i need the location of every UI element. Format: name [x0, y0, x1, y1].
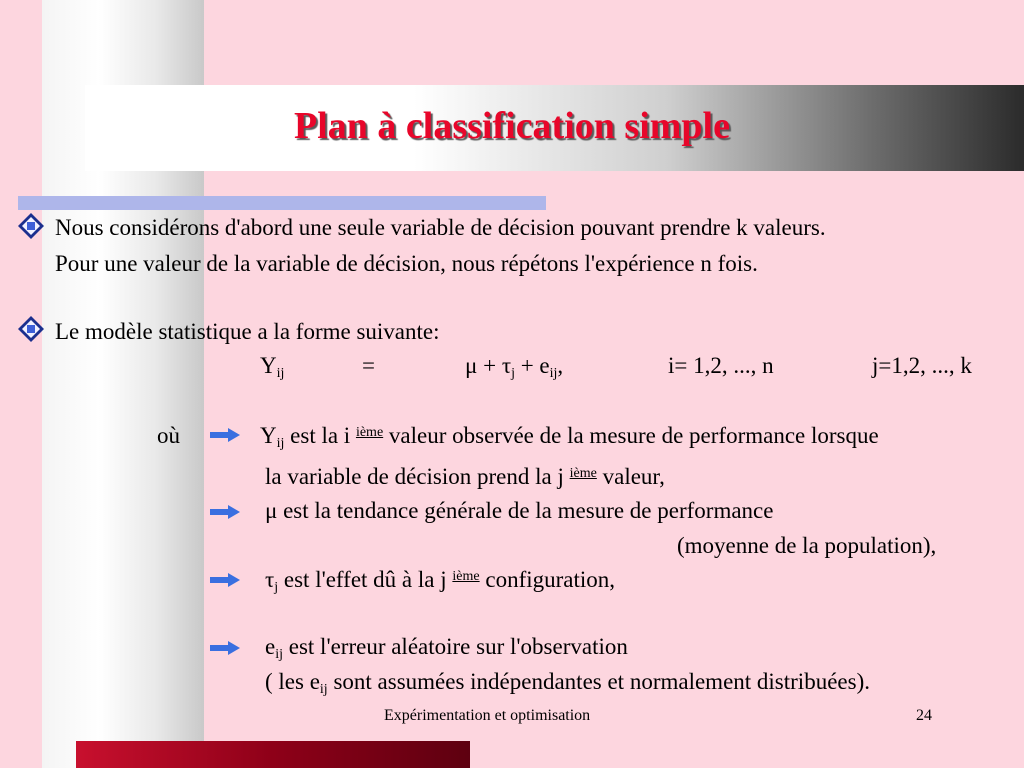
bullet1-line2: Pour une valeur de la variable de décision, nous répétons l'expérience n fois.	[55, 251, 758, 276]
formula-equals: =	[362, 353, 375, 378]
slide-title: Plan à classification simple	[294, 105, 730, 147]
where-item1-line1: $Y_{ij}$ est la i $^{ième}$ valeur observée de la mesure de performance lorsque	[260, 423, 879, 451]
right-arrow-icon	[210, 573, 240, 587]
right-arrow-icon	[210, 505, 240, 519]
where-item4-line1: $e_{ij}$ est l'erreur aléatoire sur l'observation	[265, 634, 628, 662]
right-arrow-icon	[210, 641, 240, 655]
where-item1-line2: la variable de décision prend la j $^{ième}$ valeur,	[265, 464, 665, 489]
diamond-bullet-icon	[17, 212, 45, 240]
page-number: 24	[916, 707, 932, 724]
formula-range-j: j=1,2, ..., k	[872, 353, 972, 378]
accent-line	[18, 196, 546, 210]
where-label: où	[157, 423, 180, 448]
footer-title: Expérimentation et optimisation	[384, 707, 591, 724]
where-item3: $\tau_j$ est l'effet dû à la j $^{ième}$ configuration,	[265, 567, 616, 595]
bottom-red-bar	[76, 741, 470, 768]
diamond-bullet-icon	[17, 315, 45, 343]
bullet2-text: Le modèle statistique a la forme suivante:	[55, 319, 440, 344]
where-item4-line2: ( les $e_{ij}$ sont assumées indépendantes et normalement distribuées).	[265, 669, 870, 697]
where-item2-line1: μ est la tendance générale de la mesure de performance	[265, 498, 774, 523]
formula-lhs: $Y_{ij}$	[260, 353, 285, 381]
where-item2-line2: (moyenne de la population),	[677, 533, 937, 558]
formula-range-i: i= 1,2, ..., n	[668, 353, 774, 378]
bullet1-line1: Nous considérons d'abord une seule variable de décision pouvant prendre k valeurs.	[55, 215, 826, 240]
formula-rhs: $\mu + \tau_j + e_{ij}$,	[465, 353, 564, 381]
right-arrow-icon	[210, 428, 240, 442]
